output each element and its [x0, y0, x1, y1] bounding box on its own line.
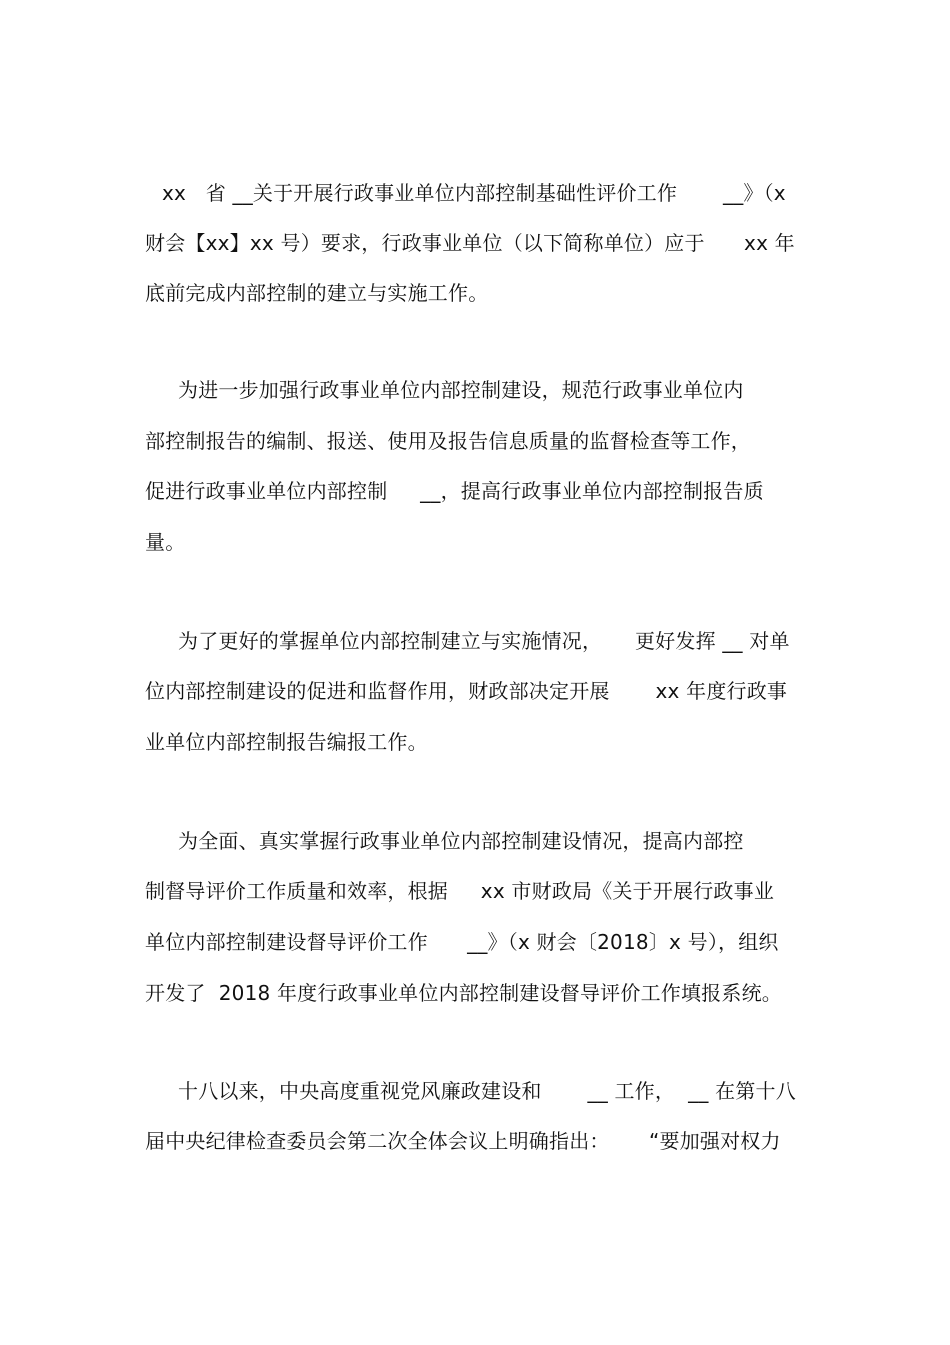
- paragraph-5-line-1: 十八以来，中央高度重视党风廉政建设和 __ 工作， __ 在第十八: [178, 1079, 796, 1103]
- paragraph-1-line-3: 底前完成内部控制的建立与实施工作。: [145, 281, 489, 305]
- paragraph-4-line-2: 制督导评价工作质量和效率，根据 xx 市财政局《关于开展行政事业: [145, 879, 775, 903]
- paragraph-1-line-1: xx 省 __关于开展行政事业单位内部控制基础性评价工作 __》（x: [162, 181, 786, 205]
- paragraph-3-line-1: 为了更好的掌握单位内部控制建立与实施情况， 更好发挥 __ 对单: [178, 629, 790, 653]
- paragraph-2-line-4: 量。: [145, 530, 186, 554]
- paragraph-3-line-3: 业单位内部控制报告编报工作。: [145, 730, 428, 754]
- paragraph-3-line-2: 位内部控制建设的促进和监督作用，财政部决定开展 xx 年度行政事: [145, 679, 788, 703]
- paragraph-5-line-2: 届中央纪律检查委员会第二次全体会议上明确指出： “要加强对权力: [145, 1129, 781, 1153]
- paragraph-1-line-2: 财会【xx】xx 号）要求，行政事业单位（以下简称单位）应于 xx 年: [145, 231, 795, 255]
- paragraph-4-line-1: 为全面、真实掌握行政事业单位内部控制建设情况，提高内部控: [178, 829, 744, 853]
- paragraph-2-line-2: 部控制报告的编制、报送、使用及报告信息质量的监督检查等工作，: [145, 429, 751, 453]
- paragraph-4-line-3: 单位内部控制建设督导评价工作 __》（x 财会〔2018〕x 号），组织: [145, 930, 779, 954]
- paragraph-2-line-1: 为进一步加强行政事业单位内部控制建设，规范行政事业单位内: [178, 378, 744, 402]
- paragraph-2-line-3: 促进行政事业单位内部控制 __，提高行政事业单位内部控制报告质: [145, 479, 764, 503]
- paragraph-4-line-4: 开发了 2018 年度行政事业单位内部控制建设督导评价工作填报系统。: [145, 981, 782, 1005]
